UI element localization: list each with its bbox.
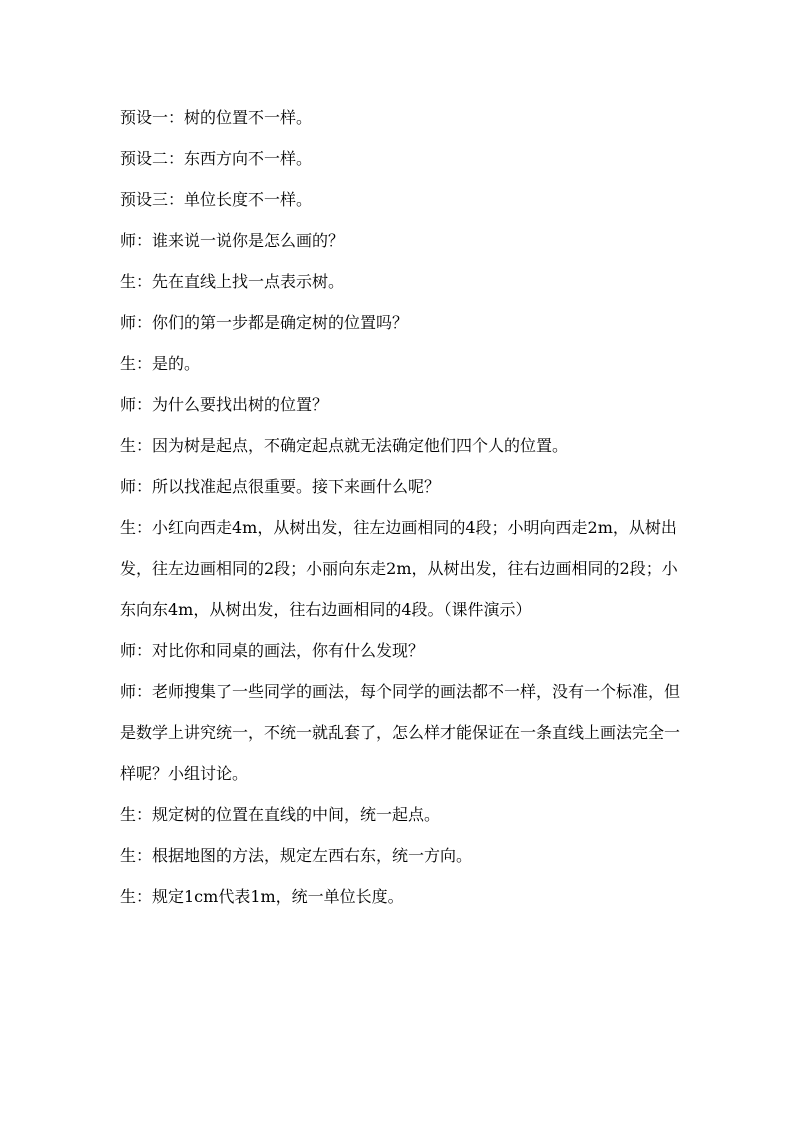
paragraph-student-4: 生：小红向西走4m，从树出发，往左边画相同的4段；小明向西走2m，从树出发，往左边画相同的2段；小丽向东走2m，从树出发，往右边画相同的2段；小东向东4m，从树出发，往右边画相同的4段。（课件演示） <box>120 518 678 619</box>
paragraph-teacher-5: 师：对比你和同桌的画法，你有什么发现？ <box>120 641 425 660</box>
paragraph-student-3: 生：因为树是起点，不确定起点就无法确定他们四个人的位置。 <box>120 436 569 455</box>
paragraph-preset-3: 预设三：单位长度不一样。 <box>120 190 313 209</box>
paragraph-preset-2: 预设二：东西方向不一样。 <box>120 149 313 168</box>
paragraph-teacher-2: 师：你们的第一步都是确定树的位置吗？ <box>120 313 409 332</box>
paragraph-teacher-3: 师：为什么要找出树的位置？ <box>120 395 329 414</box>
paragraph-student-1: 生：先在直线上找一点表示树。 <box>120 272 345 291</box>
paragraph-teacher-6: 师：老师搜集了一些同学的画法，每个同学的画法都不一样，没有一个标准，但是数学上讲究统一，不统一就乱套了，怎么样才能保证在一条直线上画法完全一样呢？小组讨论。 <box>120 682 681 783</box>
paragraph-student-7: 生：规定1cm代表1m，统一单位长度。 <box>120 887 404 906</box>
paragraph-teacher-1: 师：谁来说一说你是怎么画的？ <box>120 231 345 250</box>
paragraph-preset-1: 预设一：树的位置不一样。 <box>120 108 313 127</box>
paragraph-student-6: 生：根据地图的方法，规定左西右东，统一方向。 <box>120 846 473 865</box>
paragraph-student-5: 生：规定树的位置在直线的中间，统一起点。 <box>120 805 441 824</box>
document-body <box>120 104 680 924</box>
paragraph-teacher-4: 师：所以找准起点很重要。接下来画什么呢？ <box>120 477 441 496</box>
paragraph-student-2: 生：是的。 <box>120 354 201 373</box>
